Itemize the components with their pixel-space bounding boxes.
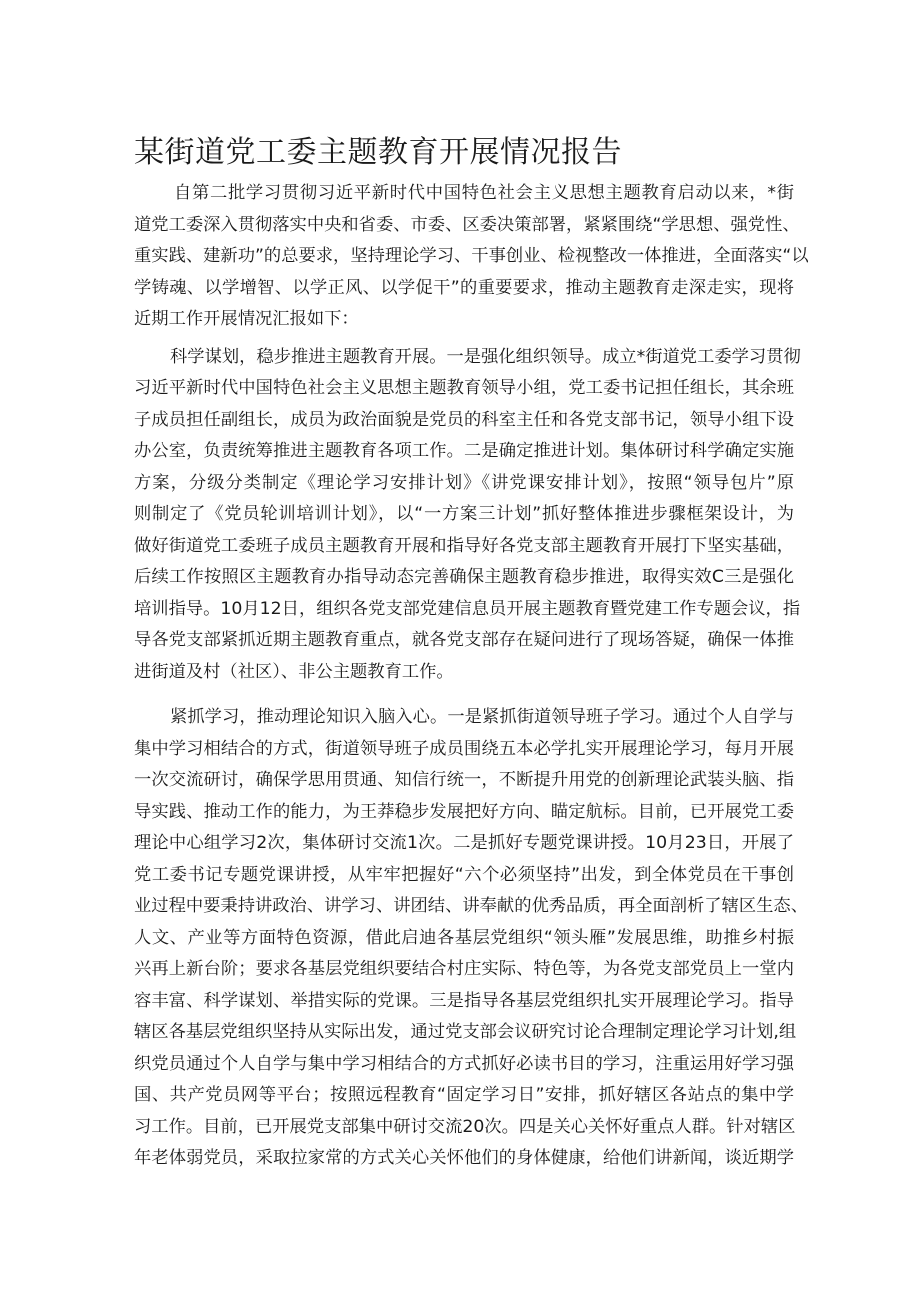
paragraph-line: 导实践、推动工作的能力，为王莽稳步发展把好方向、瞄定航标。目前，已开展党工委 <box>134 801 794 822</box>
document-body <box>134 178 809 1175</box>
paragraph-line: 习工作。目前，已开展党支部集中研讨交流20次。四是关心关怀好重点人群。针对辖区 <box>134 1116 796 1137</box>
paragraph-line: 人文、产业等方面特色资源，借此启迪各基层党组织“领头雁”发展思维，助推乡村振 <box>134 927 794 948</box>
paragraph-line: 集中学习相结合的方式，街道领导班子成员围绕五本必学扎实开展理论学习，每月开展 <box>134 738 794 759</box>
paragraph-line: 后续工作按照区主题教育办指导动态完善确保主题教育稳步推进，取得实效C三是强化 <box>134 567 794 587</box>
paragraph-line: 兴再上新台阶；要求各基层党组织要结合村庄实际、特色等，为各党支部党员上一堂内 <box>134 959 794 979</box>
intro-paragraph <box>134 178 809 336</box>
paragraph-line: 业过程中要秉持讲政治、讲学习、讲团结、讲奉献的优秀品质，再全面剖析了辖区生态、 <box>134 896 808 916</box>
document-title: 某街道党工委主题教育开展情况报告 <box>134 135 622 170</box>
paragraph-line: 一次交流研讨，确保学思用贯通、知信行统一，不断提升用党的创新理论武装头脑、指 <box>134 770 794 790</box>
paragraph-line: 导各党支部紧抓近期主题教育重点，就各党支部存在疑问进行了现场答疑，确保一体推 <box>134 630 794 650</box>
paragraph-line: 近期工作开展情况汇报如下： <box>134 309 359 329</box>
paragraph-line: 重实践、建新功”的总要求，坚持理论学习、干事创业、检视整改一体推进，全面落实“以 <box>134 246 809 266</box>
paragraph-line: 容丰富、科学谋划、举措实际的党课。三是指导各基层党组织扎实开展理论学习。指导 <box>134 990 794 1011</box>
paragraph-line: 自第二批学习贯彻习近平新时代中国特色社会主义思想主题教育启动以来，*街 <box>174 183 794 203</box>
paragraph-line: 理论中心组学习2次，集体研讨交流1次。二是抓好专题党课讲授。10月23日，开展了 <box>134 833 794 853</box>
paragraph-line: 织党员通过个人自学与集中学习相结合的方式抓好必读书目的学习，注重运用好学习强 <box>134 1053 794 1074</box>
paragraph-line: 办公室，负责统筹推进主题教育各项工作。二是确定推进计划。集体研讨科学确定实施 <box>134 441 794 461</box>
paragraph-line: 道党工委深入贯彻落实中央和省委、市委、区委决策部署，紧紧围绕“学思想、强党性、 <box>134 214 800 235</box>
paragraph-line: 科学谋划，稳步推进主题教育开展。一是强化组织领导。成立*街道党工委学习贯彻 <box>170 346 801 367</box>
paragraph-line: 紧抓学习，推动理论知识入脑入心。一是紧抓街道领导班子学习。通过个人自学与 <box>170 707 794 727</box>
planning-paragraph <box>134 342 801 689</box>
paragraph-line: 年老体弱党员，采取拉家常的方式关心关怀他们的身体健康，给他们讲新闻，谈近期学 <box>134 1148 794 1168</box>
paragraph-line: 做好街道党工委班子成员主题教育开展和指导好各党支部主题教育开展打下坚实基础， <box>134 535 794 556</box>
paragraph-line: 进街道及村（社区）、非公主题教育工作。 <box>134 661 454 682</box>
paragraph-line: 党工委书记专题党课讲授，从牢牢把握好“六个必须坚持”出发，到全体党员在干事创 <box>134 864 794 885</box>
paragraph-line: 国、共产党员网等平台；按照远程教育“固定学习日”安排，抓好辖区各站点的集中学 <box>134 1085 794 1105</box>
paragraph-line: 则制定了《党员轮训培训计划》，以“一方案三计划”抓好整体推进步骤框架设计，为 <box>134 504 794 524</box>
paragraph-line: 习近平新时代中国特色社会主义思想主题教育领导小组，党工委书记担任组长，其余班 <box>134 378 794 398</box>
paragraph-line: 子成员担任副组长，成员为政治面貌是党员的科室主任和各党支部书记，领导小组下设 <box>134 409 794 430</box>
paragraph-line: 辖区各基层党组织坚持从实际出发，通过党支部会议研究讨论合理制定理论学习计划,组 <box>134 1022 797 1042</box>
paragraph-line: 方案，分级分类制定《理论学习安排计划》《讲党课安排计划》，按照“领导包片”原 <box>134 472 794 493</box>
paragraph-line: 培训指导。10月12日，组织各党支部党建信息员开展主题教育暨党建工作专题会议，指 <box>134 598 801 619</box>
study-paragraph <box>134 702 808 1175</box>
paragraph-line: 学铸魂、以学增智、以学正风、以学促干”的重要要求，推动主题教育走深走实，现将 <box>134 277 794 298</box>
